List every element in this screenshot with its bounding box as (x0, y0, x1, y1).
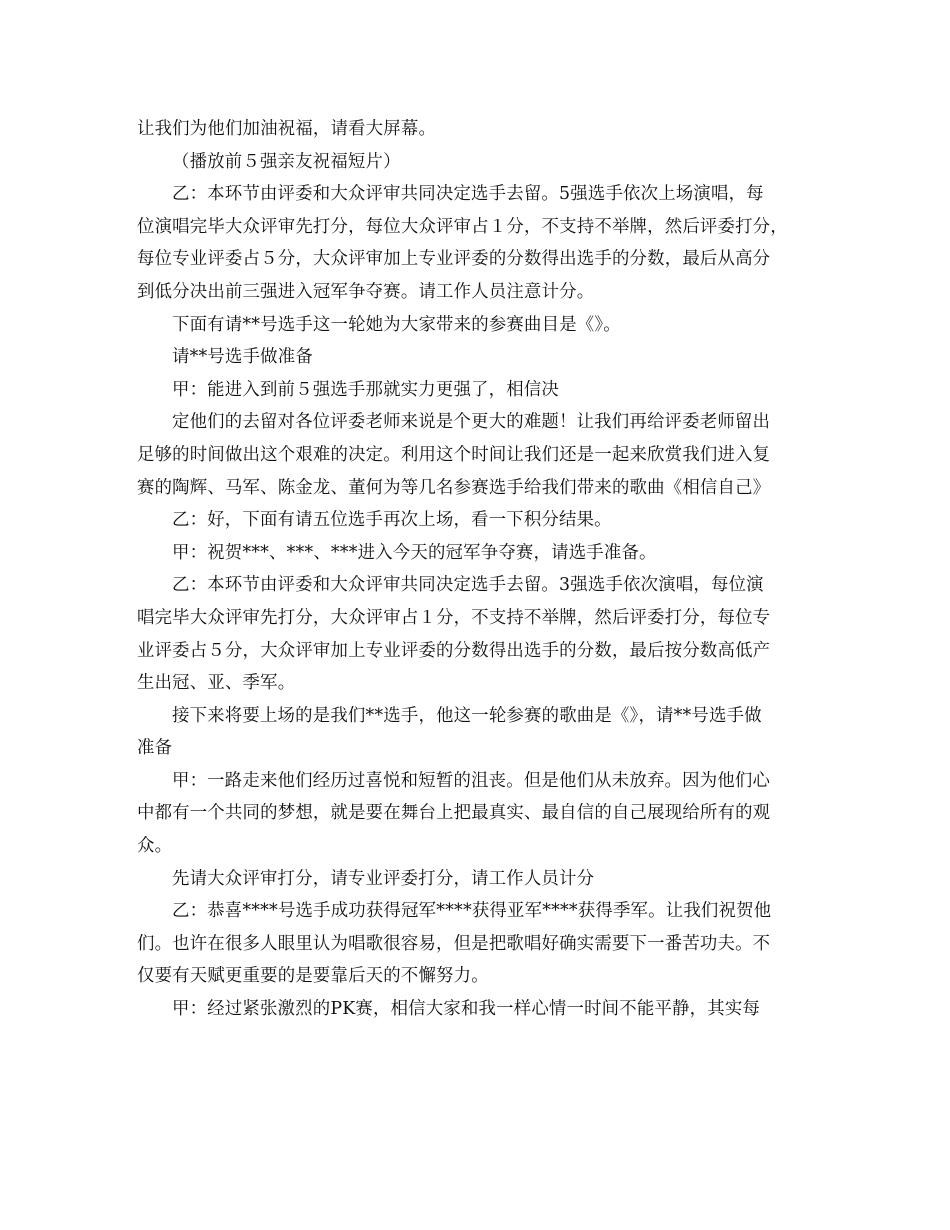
text-line: 先请大众评审打分，请专业评委打分，请工作人员计分 (172, 868, 595, 889)
text-line: 众。 (137, 836, 173, 857)
text-line: 中都有一个共同的梦想，就是要在舞台上把最真实、最自信的自己展现给所有的观 (137, 803, 771, 824)
text-line: 业评委占５分，大众评审加上专业评委的分数得出选手的分数，最后按分数高低产 (137, 640, 771, 661)
text-line: 接下来将要上场的是我们**选手，他这一轮参赛的歌曲是《》，请**号选手做 (172, 705, 762, 726)
text-line: 乙：恭喜****号选手成功获得冠军****获得亚军****获得季军。让我们祝贺他 (172, 901, 772, 922)
text-line: 到低分决出前三强进入冠军争夺赛。请工作人员注意计分。 (137, 281, 595, 302)
text-line: 甲：祝贺***、***、***进入今天的冠军争夺赛，请选手准备。 (172, 542, 657, 563)
text-line: 位演唱完毕大众评审先打分，每位大众评审占１分，不支持不举牌，然后评委打分， (137, 216, 788, 237)
text-line: 乙：本环节由评委和大众评审共同决定选手去留。3强选手依次演唱，每位演 (172, 575, 764, 596)
text-line: 定他们的去留对各位评委老师来说是个更大的难题！让我们再给评委老师留出 (172, 412, 771, 433)
text-line: 甲：经过紧张激烈的PK赛，相信大家和我一样心情一时间不能平静，其实每 (172, 999, 760, 1020)
text-line: 甲：一路走来他们经历过喜悦和短暂的沮丧。但是他们从未放弃。因为他们心 (172, 770, 771, 791)
text-line: 唱完毕大众评审先打分，大众评审占１分，不支持不举牌，然后评委打分，每位专 (137, 607, 771, 628)
text-line: 下面有请**号选手这一轮她为大家带来的参赛曲目是《》。 (172, 314, 621, 335)
text-line: 甲：能进入到前５强选手那就实力更强了，相信决 (172, 379, 559, 400)
text-line: 足够的时间做出这个艰难的决定。利用这个时间让我们还是一起来欣赏我们进入复 (137, 444, 771, 465)
text-line: 请**号选手做准备 (172, 347, 313, 368)
text-line: 生出冠、亚、季军。 (137, 673, 296, 694)
text-line: 赛的陶辉、马军、陈金龙、董何为等几名参赛选手给我们带来的歌曲《相信自己》 (137, 477, 771, 498)
text-line: （播放前５强亲友祝福短片） (172, 151, 401, 172)
text-line: 们。也许在很多人眼里认为唱歌很容易，但是把歌唱好确实需要下一番苦功夫。不 (137, 933, 771, 954)
text-line: 乙：好，下面有请五位选手再次上场，看一下积分结果。 (172, 510, 612, 531)
text-line: 准备 (137, 738, 173, 759)
text-line: 乙：本环节由评委和大众评审共同决定选手去留。5强选手依次上场演唱，每 (172, 184, 764, 205)
text-line: 让我们为他们加油祝福，请看大屏幕。 (137, 119, 437, 139)
text-line: 每位专业评委占５分，大众评审加上专业评委的分数得出选手的分数，最后从高分 (137, 249, 771, 270)
document-body (137, 113, 827, 1026)
text-line: 仅要有天赋更重要的是要靠后天的不懈努力。 (137, 966, 489, 987)
